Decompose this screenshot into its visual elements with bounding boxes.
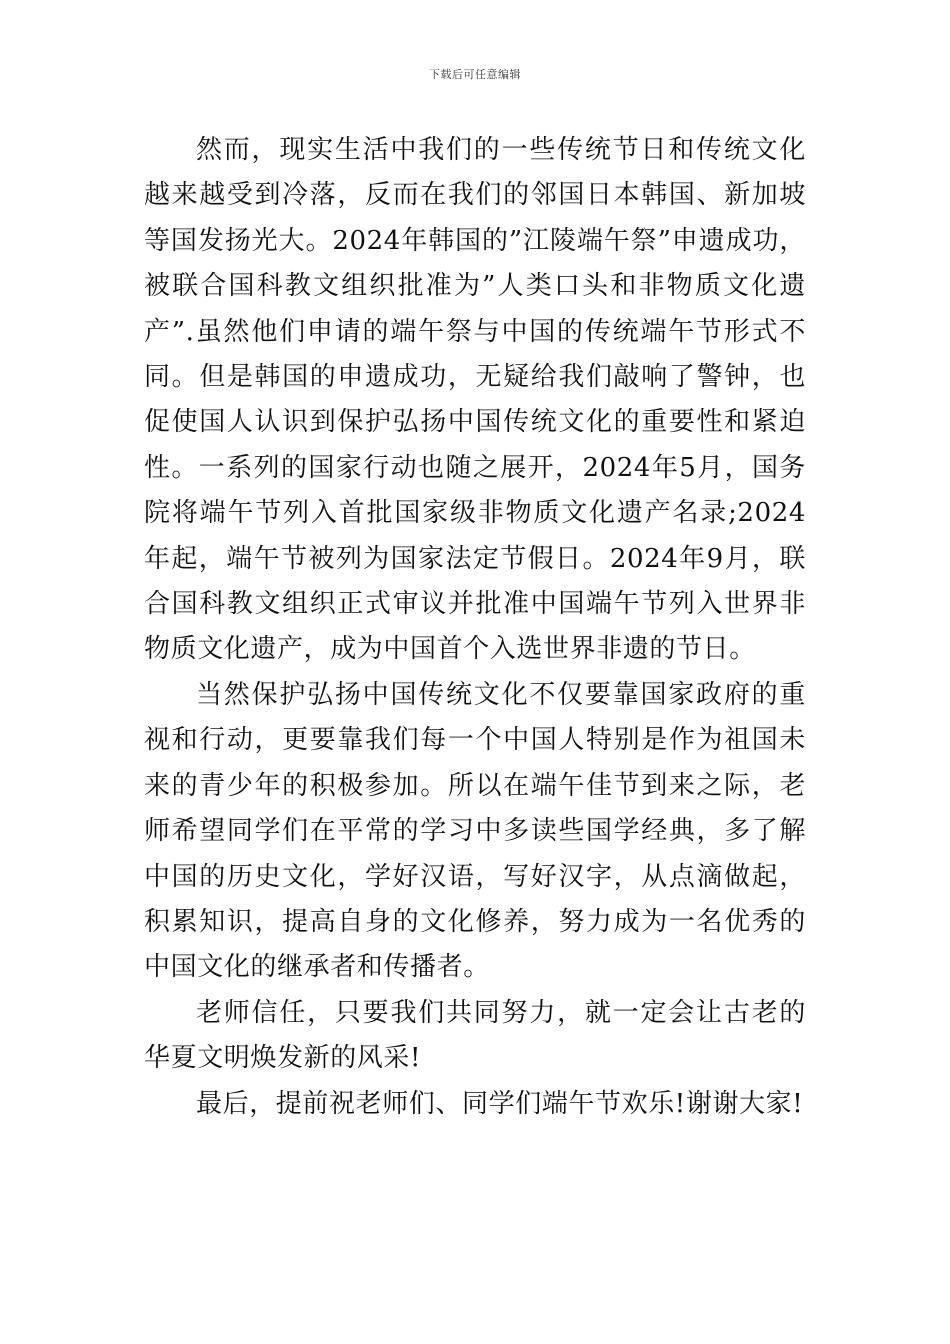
paragraph-3: 老师信任，只要我们共同努力，就一定会让古老的华夏文明焕发新的风采! — [144, 997, 806, 1074]
paragraph-1: 然而，现实生活中我们的一些传统节日和传统文化越来越受到冷落，反而在我们的邻国日本韩国、新加坡等国发扬光大。2024年韩国的”江陵端午祭”申遗成功，被联合国科教文组织批准为”人类口头和非物质文化遗产”.虽然他们申请的端午祭与中国的传统端午节形式不同。但是韩国的申遗成功，无疑给我们敲响了警钟，也促使国人认识到保护弘扬中国传统文化的重要性和紧迫性。一系列的国家行动也随之展开，2024年5月，国务院将端午节列入首批国家级非物质文化遗产名录;2024年起，端午节被列为国家法定节假日。2024年9月，联合国科教文组织正式审议并批准中国端午节列入世界非物质文化遗产，成为中国首个入选世界非遗的节日。 — [144, 135, 806, 665]
paragraph-2: 当然保护弘扬中国传统文化不仅要靠国家政府的重视和行动，更要靠我们每一个中国人特别是作为祖国未来的青少年的积极参加。所以在端午佳节到来之际，老师希望同学们在平常的学习中多读些国学经典，多了解中国的历史文化，学好汉语，写好汉字，从点滴做起，积累知识，提高自身的文化修养，努力成为一名优秀的中国文化的继承者和传播者。 — [144, 679, 806, 983]
document-body — [144, 128, 806, 1127]
paragraph-4: 最后，提前祝老师们、同学们端午节欢乐!谢谢大家! — [196, 1088, 804, 1119]
header-note: 下载后可任意编辑 — [429, 68, 521, 81]
